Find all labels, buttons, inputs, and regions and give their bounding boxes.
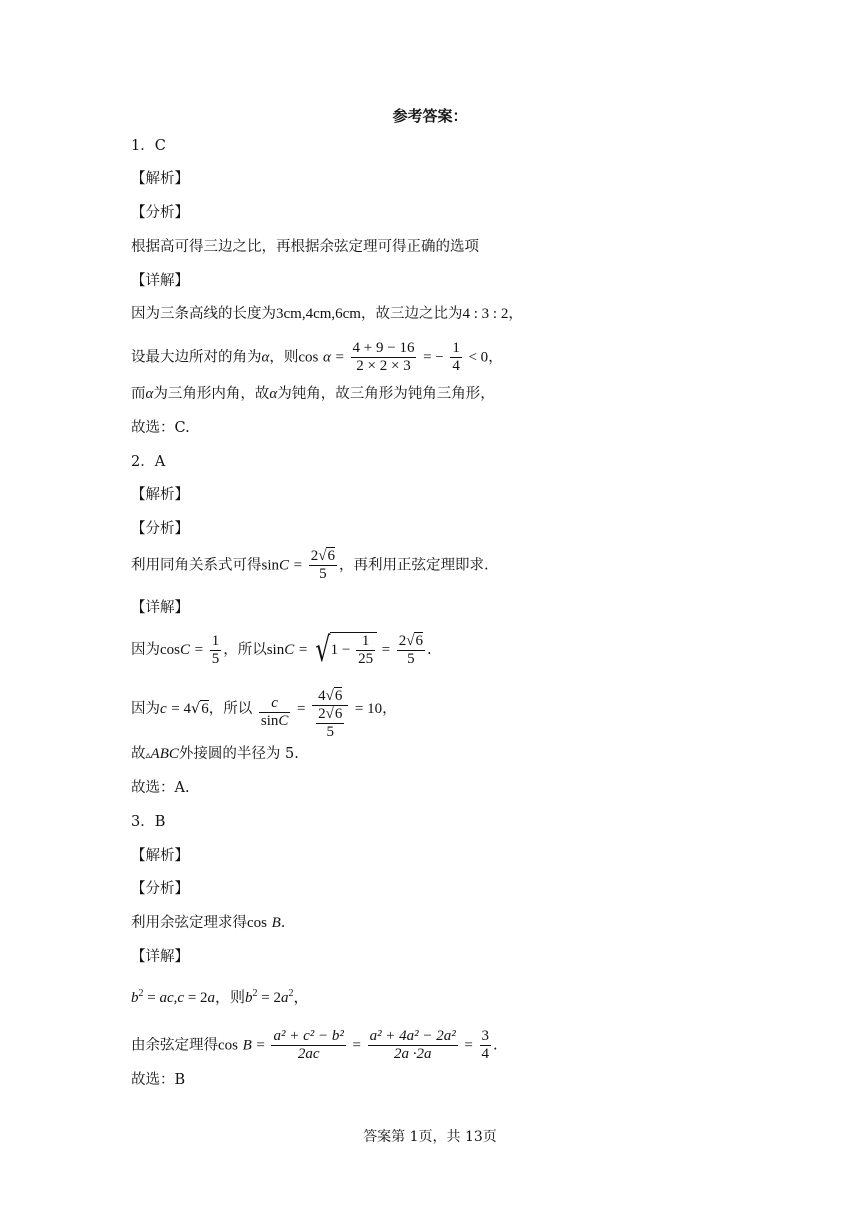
fraction-denominator: 2ac xyxy=(297,1046,320,1062)
cos-symbol: cos xyxy=(218,1037,238,1054)
result-fraction xyxy=(397,633,425,668)
radicand: 6 xyxy=(415,632,423,649)
ratio-fraction xyxy=(259,695,291,730)
fraction-denominator: 5 xyxy=(319,566,327,582)
fraction-denominator: 5 xyxy=(326,724,334,740)
equals: = xyxy=(297,700,306,717)
q2-xiangjie-label: 【详解】 xyxy=(131,600,189,616)
text: 因为 xyxy=(131,642,160,658)
text: 因为三条高线的长度为 xyxy=(131,306,276,322)
text: 利用余弦定理求得 xyxy=(131,915,247,931)
text: ，则 xyxy=(269,349,299,366)
cos-fraction xyxy=(351,340,417,375)
text: 故 xyxy=(131,746,146,762)
eq-4: = 4 xyxy=(171,700,191,717)
cos-symbol: cos xyxy=(160,642,180,658)
ratio: 4 : 3 : 2 xyxy=(462,306,509,322)
fraction-denominator xyxy=(259,713,291,730)
equals: = xyxy=(381,642,391,658)
fraction-denominator: 25 xyxy=(358,651,374,667)
cos-symbol: cos xyxy=(247,915,267,931)
exponent: 2 xyxy=(252,988,258,999)
equals: = xyxy=(194,642,204,658)
fraction-numerator: 3 xyxy=(481,1028,489,1044)
cos-symbol: cos xyxy=(298,349,319,366)
var-ABC: ABC xyxy=(150,746,179,762)
var-c: c xyxy=(160,700,167,717)
q3-fenxi-label: 【分析】 xyxy=(131,881,189,897)
text: ， xyxy=(293,988,309,1006)
q2-detail-line2: 因为c = 4√6，所以 $\frac{c}{\sin C}$ = $\frac{4√6}{\frac{2√6}{5}}$ = 10， xyxy=(131,688,397,740)
equals: = xyxy=(187,990,197,1006)
q1-xiangjie-label: 【详解】 xyxy=(131,273,189,289)
sin-symbol: sin xyxy=(260,712,279,729)
exponent: 2 xyxy=(288,988,294,999)
text: . xyxy=(280,915,286,931)
var-C: C xyxy=(279,557,290,574)
coef: 4 xyxy=(318,688,326,704)
fraction-denominator: 5 xyxy=(211,650,220,667)
text: ，再利用正弦定理即求. xyxy=(338,557,489,574)
text: ， xyxy=(382,700,397,717)
fraction-numerator: 1 xyxy=(356,633,375,651)
radicand: 6 xyxy=(334,706,343,722)
fraction-denominator: 2a ·2a xyxy=(393,1046,432,1062)
q3-answer: 故选：B xyxy=(131,1072,186,1088)
coef: 2 xyxy=(398,632,407,649)
coef: 2 xyxy=(318,706,326,722)
sin-symbol: sin xyxy=(261,557,280,574)
fraction-numerator: 1 xyxy=(211,632,220,649)
fraction-denominator: 5 xyxy=(407,650,415,667)
q3-analysis xyxy=(131,912,285,934)
var-b: b xyxy=(245,990,253,1006)
var-B: B xyxy=(271,915,281,931)
fraction-numerator: c xyxy=(259,695,291,713)
text: ， xyxy=(508,306,523,322)
text: 为三角形内角，故 xyxy=(153,386,270,402)
substituted-fraction xyxy=(368,1028,458,1063)
alpha-symbol: α xyxy=(322,349,331,366)
radicand: 6 xyxy=(334,688,343,704)
q3-number: 3．B xyxy=(131,814,166,830)
text: 因为 xyxy=(131,700,160,717)
law-of-cosines-fraction xyxy=(271,1028,345,1063)
fraction-numerator: a² + 4a² − 2a² xyxy=(369,1028,456,1044)
fraction-denominator: 4 xyxy=(452,358,460,374)
fraction-numerator: 4√6 xyxy=(312,688,348,706)
text: 利用同角关系式可得 xyxy=(131,557,262,574)
radicand: 6 xyxy=(201,700,209,717)
fraction-numerator: 4 + 9 − 16 xyxy=(352,340,415,356)
equals: = xyxy=(256,1037,265,1054)
q3-xiangjie-label: 【详解】 xyxy=(131,949,189,965)
q1-answer: 故选：C. xyxy=(131,420,190,436)
text: 外接圆的半径为 5. xyxy=(178,746,299,762)
var-C: C xyxy=(180,642,191,658)
q1-analysis: 根据高可得三边之比，再根据余弦定理可得正确的选项 xyxy=(131,239,479,255)
q2-jiexi-label: 【解析】 xyxy=(131,487,189,503)
heights: 3cm,4cm,6cm xyxy=(276,306,361,322)
triangle-symbol: ▵ xyxy=(145,750,151,761)
exponent: 2 xyxy=(138,988,144,999)
var-ac: ac xyxy=(159,990,174,1006)
q2-detail-line1 xyxy=(131,632,432,668)
fraction-denominator: 4 xyxy=(481,1046,489,1062)
quarter-fraction xyxy=(450,340,462,375)
text: 设最大边所对的角为 xyxy=(131,349,262,366)
q1-fenxi-label: 【分析】 xyxy=(131,205,189,221)
page-footer: 答案第 1页，共 13页 xyxy=(363,1129,497,1145)
text: ，则 xyxy=(215,988,246,1006)
q2-analysis xyxy=(131,548,489,583)
page-title: 参考答案： xyxy=(392,107,468,125)
q2-fenxi-label: 【分析】 xyxy=(131,521,189,537)
equals: = xyxy=(147,990,156,1006)
q2-detail-line3 xyxy=(131,743,299,767)
text: . xyxy=(426,642,432,658)
alpha-symbol: α xyxy=(269,386,278,402)
cosC-fraction xyxy=(210,633,222,668)
sep: , xyxy=(173,990,178,1006)
text: 而 xyxy=(131,386,146,402)
sub-fraction xyxy=(356,633,375,668)
q2-answer: 故选：A. xyxy=(131,780,190,796)
less-than-zero: < 0 xyxy=(468,349,489,366)
equals: = xyxy=(464,1037,473,1054)
inner-fraction xyxy=(316,706,344,741)
radicand: 6 xyxy=(327,548,335,564)
coef: 2 xyxy=(273,990,282,1006)
radical-sign: √ xyxy=(315,630,331,670)
q1-number: 1．C xyxy=(131,138,166,154)
sin-symbol: sin xyxy=(266,642,285,658)
one-minus: 1 − xyxy=(330,641,351,658)
q1-detail-line3 xyxy=(131,383,495,405)
equals: = xyxy=(298,642,308,658)
var-b: b xyxy=(131,990,139,1006)
text: ，所以 xyxy=(208,700,253,717)
minus: = − xyxy=(423,349,444,366)
var-a: a xyxy=(207,990,216,1006)
alpha-symbol: α xyxy=(145,386,154,402)
fraction-denominator xyxy=(312,706,348,741)
q3-jiexi-label: 【解析】 xyxy=(131,848,189,864)
equals: = xyxy=(293,557,303,574)
eq-10: = 10 xyxy=(354,700,383,717)
q3-detail-line2 xyxy=(131,1028,498,1063)
fraction-numerator: 2√6 xyxy=(318,706,343,722)
q3-detail-line1 xyxy=(131,983,309,1009)
text: ， xyxy=(488,349,503,366)
q1-detail-line1 xyxy=(131,303,523,325)
coef: 2 xyxy=(200,990,208,1006)
text: . xyxy=(493,1037,498,1054)
var-c: c xyxy=(177,990,185,1006)
radicand xyxy=(330,632,377,668)
compound-fraction xyxy=(312,688,348,741)
fraction-numerator: 2√6 xyxy=(310,548,335,564)
fraction-numerator: 2√6 xyxy=(398,632,423,649)
q1-detail-line2 xyxy=(131,340,503,375)
fraction-denominator: 2 × 2 × 3 xyxy=(356,358,411,374)
fraction-numerator: 1 xyxy=(452,340,460,356)
var-C: C xyxy=(284,642,295,658)
result-fraction xyxy=(480,1028,492,1063)
var-a: a xyxy=(281,990,289,1006)
text: 由余弦定理得 xyxy=(131,1037,218,1054)
q1-jiexi-label: 【解析】 xyxy=(131,171,189,187)
alpha-symbol: α xyxy=(261,349,270,366)
fraction-numerator: a² + c² − b² xyxy=(273,1028,344,1044)
text: ，故三边之比为 xyxy=(360,306,463,322)
equals: = xyxy=(261,990,270,1006)
var-C: C xyxy=(278,712,289,729)
coef: 2 xyxy=(310,548,319,564)
equals: = xyxy=(335,349,344,366)
text: 为钝角，故三角形为钝角三角形， xyxy=(277,386,495,402)
q2-number: 2．A xyxy=(131,454,166,470)
var-B: B xyxy=(242,1037,252,1054)
equals: = xyxy=(352,1037,361,1054)
text: ，所以 xyxy=(223,642,267,658)
sinC-fraction xyxy=(309,548,337,583)
